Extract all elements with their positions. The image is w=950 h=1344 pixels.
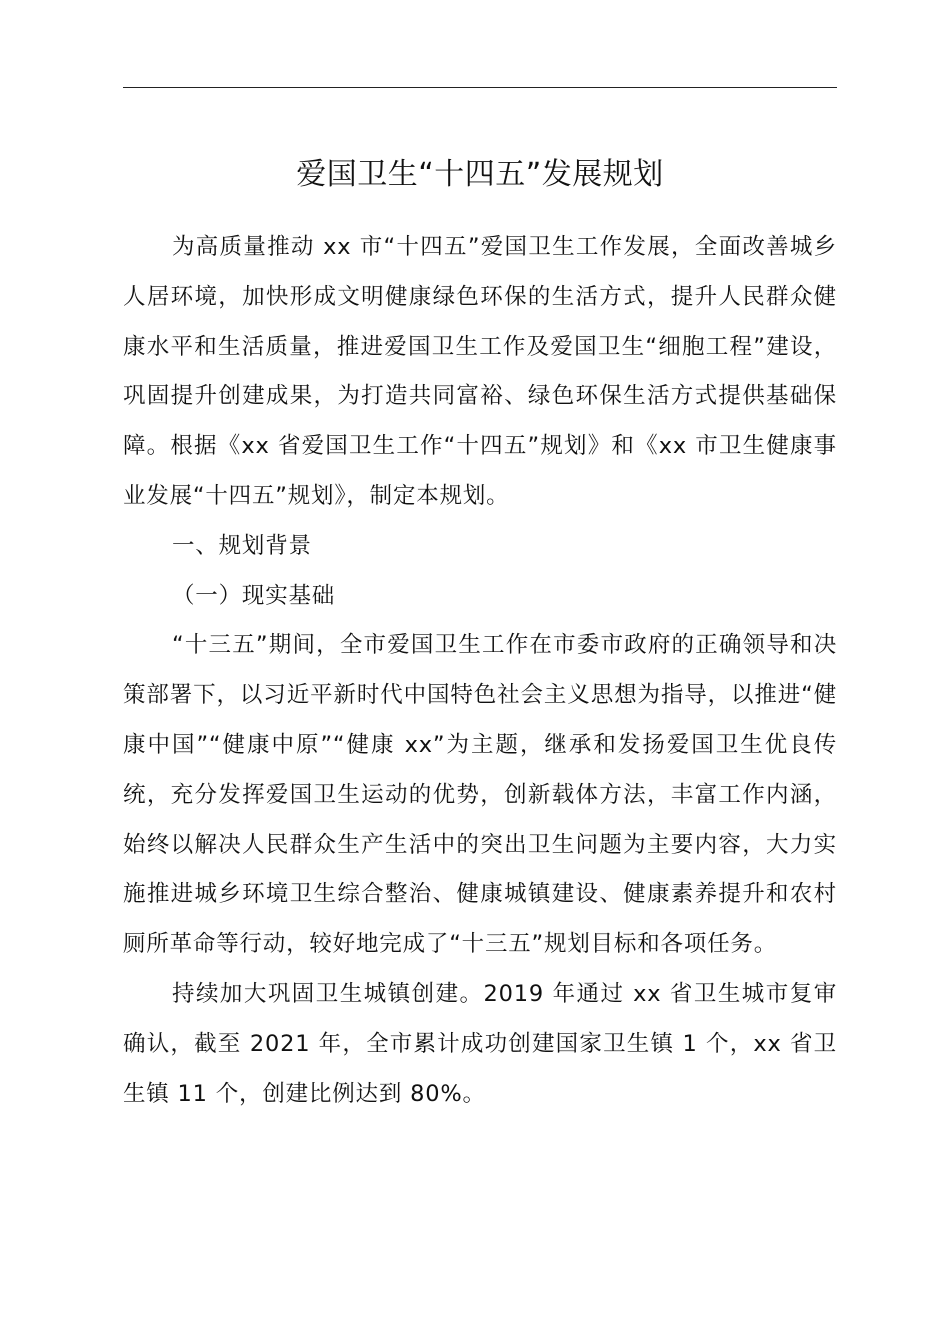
subsection-heading: （一）现实基础 [172,582,336,609]
intro-paragraph: 为高质量推动 xx 市“十四五”爱国卫生工作发展，全面改善城乡人居环境，加快形成文明健康绿色环保的生活方式，提升人民群众健康水平和生活质量，推进爱国卫生工作及爱国卫生“细胞工程”建设，巩固提升创建成果，为打造共同富裕、绿色环保生活方式提供基础保障。根据《xx 省爱国卫生工作“十四五”规划》和《xx 市卫生健康事业发展“十四五”规划》，制定本规划。 [123,234,837,509]
section-heading: 一、规划背景 [172,532,312,559]
header-rule [123,87,837,88]
achievement-paragraph: 持续加大巩固卫生城镇创建。2019 年通过 xx 省卫生城市复审确认，截至 2021 年，全市累计成功创建国家卫生镇 1 个，xx 省卫生镇 11 个，创建比例达到 80%。 [123,980,837,1107]
document-title: 爱国卫生“十四五”发展规划 [296,157,664,192]
background-paragraph: “十三五”期间，全市爱国卫生工作在市委市政府的正确领导和决策部署下，以习近平新时代中国特色社会主义思想为指导，以推进“健康中国”“健康中原”“健康 xx”为主题，继承和发扬爱国卫生优良传统，充分发挥爱国卫生运动的优势，创新载体方法，丰富工作内涵，始终以解决人民群众生产生活中的突出卫生问题为主要内容，大力实施推进城乡环境卫生综合整治、健康城镇建设、健康素养提升和农村厕所革命等行动，较好地完成了“十三五”规划目标和各项任务。 [123,632,837,958]
document-body [123,223,837,1119]
